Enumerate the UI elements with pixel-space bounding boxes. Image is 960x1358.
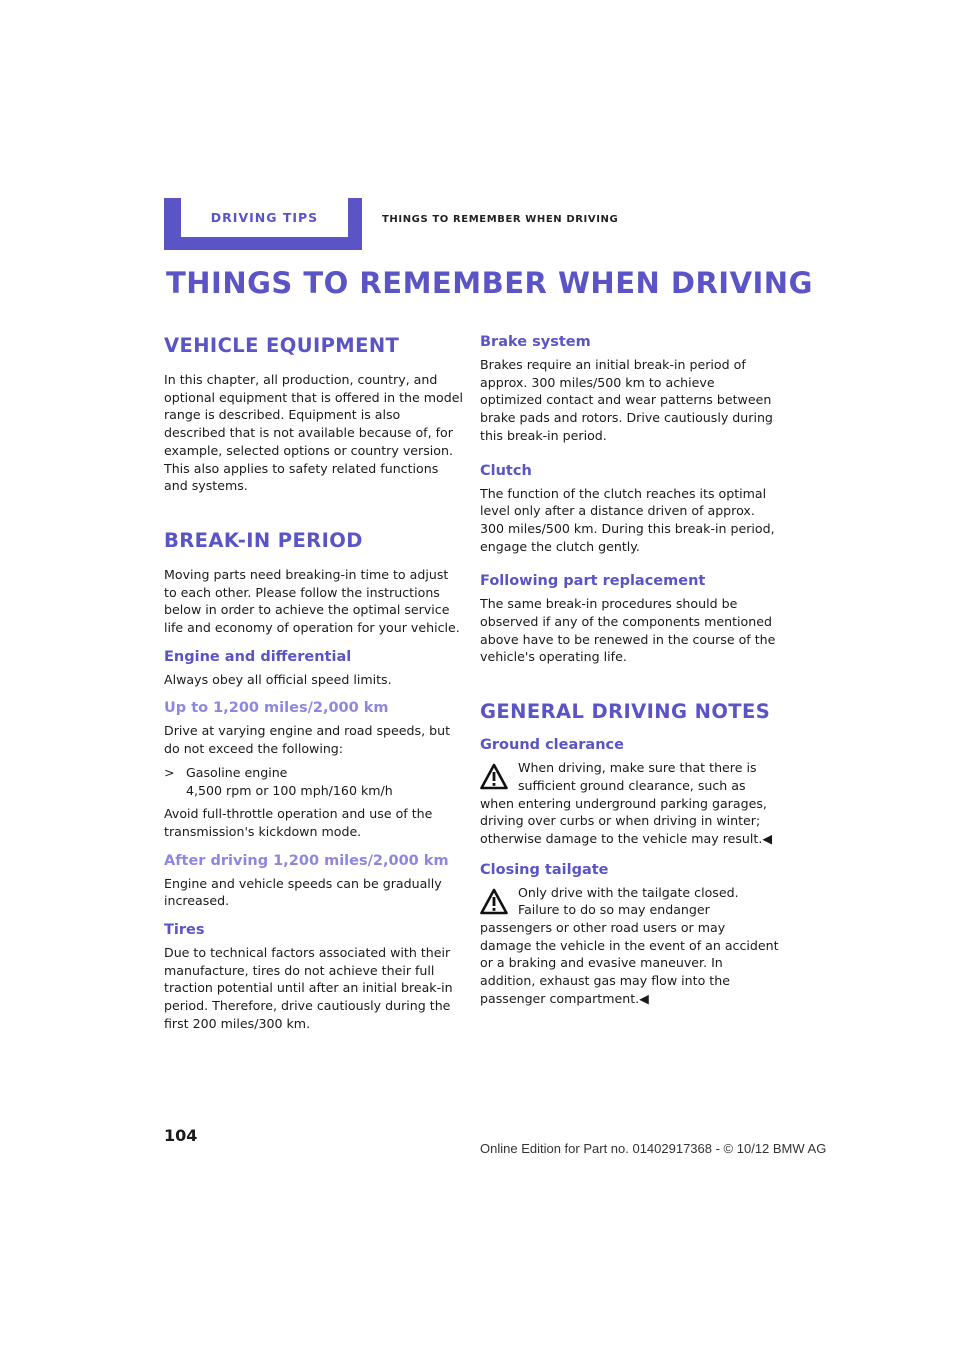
warning-triangle-icon <box>480 763 508 791</box>
brake-system-text: Brakes require an initial break-in period of approx. 300 miles/500 km to achieve optimized contact and wear patterns between brake pads and rotors. Drive cautiously during this break-in period. <box>480 357 773 443</box>
chapter-tab-label: DRIVING TIPS <box>210 210 319 225</box>
list-item <box>164 764 464 799</box>
page-number: 104 <box>164 1126 198 1145</box>
engine-differential-text: Always obey all official speed limits. <box>164 671 392 687</box>
general-driving-heading: GENERAL DRIVING NOTES <box>480 700 771 724</box>
closing-tailgate-warning <box>480 884 780 1008</box>
end-mark-icon: ◀ <box>639 990 649 1006</box>
left-column <box>164 334 464 1045</box>
up-to-text: Drive at varying engine and road speeds, but do not exceed the following: <box>164 723 451 757</box>
bullet-marker: > <box>164 764 175 780</box>
chapter-tab-label-box <box>181 198 348 237</box>
page-title: THINGS TO REMEMBER WHEN DRIVING <box>166 266 813 300</box>
after-driving-heading: After driving 1,200 miles/2,000 km <box>164 852 449 869</box>
warning-triangle-icon <box>480 888 508 916</box>
end-mark-icon: ◀ <box>762 830 773 846</box>
vehicle-equipment-text: In this chapter, all production, country, and optional equipment that is offered in the model range is described. Equipment is also described that is not available because of, for example, selected options or country version. This also applies to safety related functions and systems. <box>164 372 463 494</box>
clutch-heading: Clutch <box>480 462 532 479</box>
closing-tailgate-heading: Closing tailgate <box>480 861 609 878</box>
break-in-text: Moving parts need breaking-in time to adjust to each other. Please follow the instructions below in order to achieve the optimal service life and economy of operation for your vehicle. <box>164 566 460 636</box>
up-to-after-text: Avoid full-throttle operation and use of the transmission's kickdown mode. <box>164 806 433 839</box>
after-driving-text: Engine and vehicle speeds can be gradually increased. <box>164 875 442 909</box>
footer-copyright: Online Edition for Part no. 01402917368 - © 10/12 BMW AG <box>480 1141 827 1156</box>
list-item-line2: 4,500 rpm or 100 mph/160 km/h <box>186 782 393 798</box>
tires-heading: Tires <box>164 922 205 939</box>
closing-tailgate-text: Only drive with the tailgate closed. Failure to do so may endanger passengers or other road users or may damage the vehicle in the event of an accident or a braking and evasive maneuver. In addition, exhaust gas may flow into the passenger compartment. <box>480 884 779 1006</box>
part-replacement-heading: Following part replacement <box>480 573 706 590</box>
clutch-text: The function of the clutch reaches its optimal level only after a distance driven of approx. 300 miles/500 km. During this break-in period, engage the clutch gently. <box>480 485 775 554</box>
break-in-heading: BREAK-IN PERIOD <box>164 528 363 552</box>
right-column <box>480 334 780 1022</box>
ground-clearance-text: When driving, make sure that there is sufficient ground clearance, such as when entering underground parking garages, driving over curbs or when driving in winter; otherwise damage to the vehicle may result. <box>480 760 767 846</box>
part-replacement-text: The same break-in procedures should be observed if any of the components mentioned above have to be renewed in the course of the vehicle's operating life. <box>480 596 776 665</box>
ground-clearance-heading: Ground clearance <box>480 737 624 754</box>
engine-differential-heading: Engine and differential <box>164 648 352 665</box>
tires-text: Due to technical factors associated with their manufacture, tires do not achieve their full traction potential until after an initial break-in period. Therefore, drive cautiously during the first 200 miles/300 km. <box>164 945 453 1031</box>
brake-system-heading: Brake system <box>480 334 591 350</box>
list-item-line1: Gasoline engine <box>186 764 288 780</box>
vehicle-equipment-heading: VEHICLE EQUIPMENT <box>164 334 400 357</box>
up-to-heading: Up to 1,200 miles/2,000 km <box>164 700 389 717</box>
ground-clearance-warning <box>480 759 780 848</box>
running-head: THINGS TO REMEMBER WHEN DRIVING <box>382 214 619 225</box>
